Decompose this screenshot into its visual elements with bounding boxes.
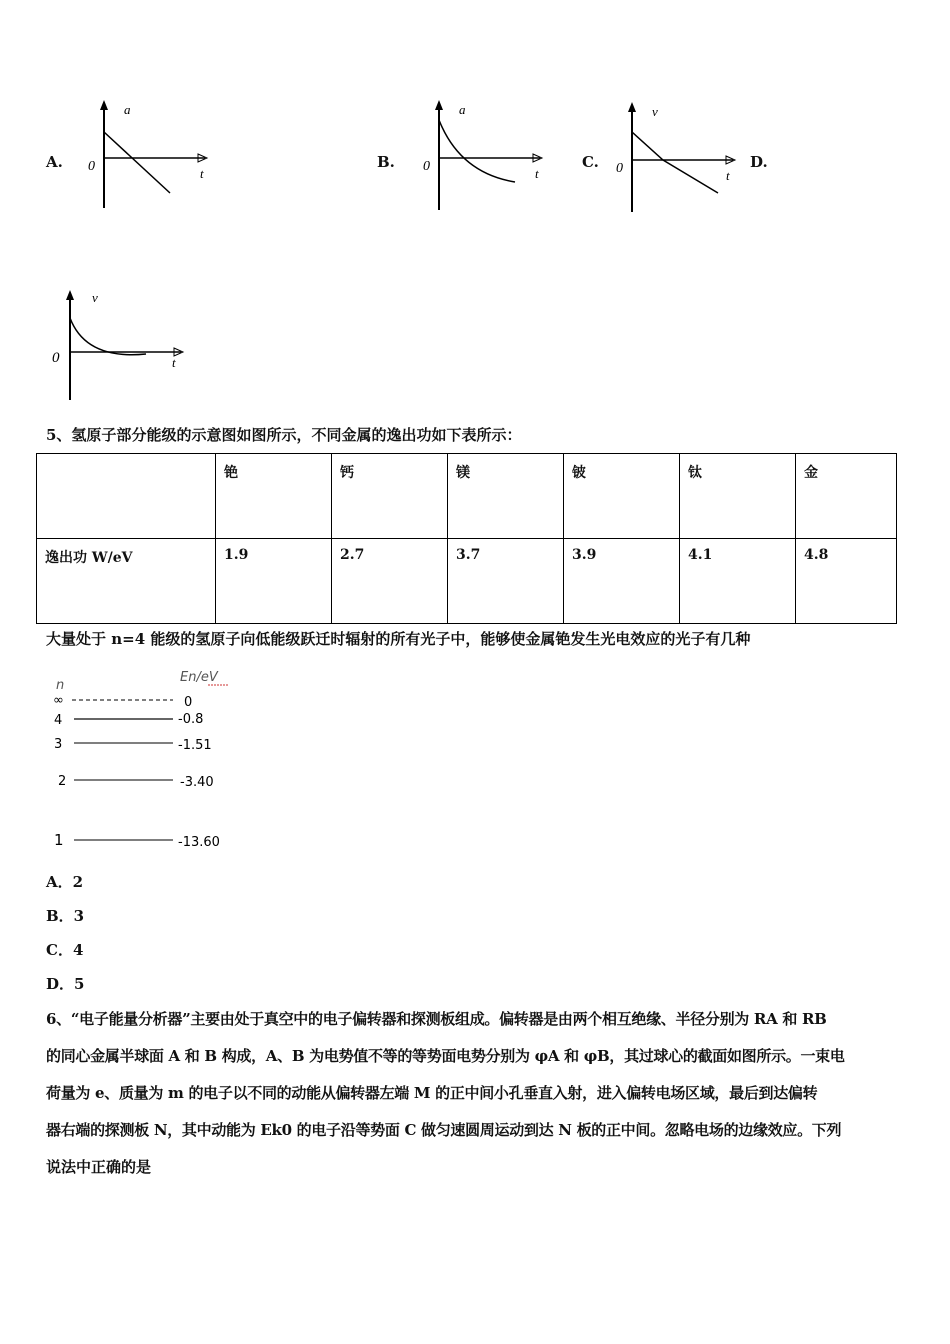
table-cell: 金: [796, 454, 897, 539]
y-axis-label: v: [92, 290, 98, 305]
level-energy: -0.8: [178, 712, 204, 727]
choice-c: C．4: [46, 941, 84, 959]
graph-d: [46, 288, 191, 403]
table-cell: 4.8: [796, 539, 897, 624]
level-n: 2: [58, 774, 67, 789]
table-cell: 2.7: [332, 539, 448, 624]
x-axis-label: t: [726, 168, 730, 183]
level-n: ∞: [53, 693, 64, 708]
y-axis-label: v: [652, 104, 658, 119]
energy-level-diagram: [48, 665, 238, 855]
origin-label: 0: [616, 161, 623, 176]
table-cell: 3.9: [564, 539, 680, 624]
work-function-table: [36, 453, 897, 624]
option-d-label: D.: [750, 153, 768, 171]
q6-line: 荷量为 e、质量为 m 的电子以不同的动能从偏转器左端 M 的正中间小孔垂直入射，进入偏转电场区域，最后到达偏转: [46, 1084, 818, 1102]
level-energy: -13.60: [178, 835, 220, 850]
option-c-label: C.: [582, 153, 599, 171]
choice-d: D．5: [46, 975, 85, 993]
table-cell: [37, 454, 216, 539]
q6-line: 的同心金属半球面 A 和 B 构成，A、B 为电势值不等的等势面电势分别为 φA 和 φB，其过球心的截面如图所示。一束电: [46, 1047, 845, 1065]
graph-b: [415, 98, 555, 213]
table-cell: 4.1: [680, 539, 796, 624]
table-cell: 3.7: [448, 539, 564, 624]
table-cell: 铯: [216, 454, 332, 539]
level-n: 4: [54, 713, 63, 728]
level-n: 1: [54, 831, 64, 849]
option-a-label: A.: [46, 153, 63, 171]
y-axis-label: a: [124, 102, 131, 117]
choice-b: B．3: [46, 907, 85, 925]
origin-label: 0: [88, 159, 95, 174]
origin-label: 0: [52, 350, 60, 366]
q5-prompt: 大量处于 n=4 能级的氢原子向低能级跃迁时辐射的所有光子中，能够使金属铯发生光电效应的光子有几种: [46, 630, 751, 648]
level-energy: 0: [184, 695, 193, 710]
level-energy: -1.51: [178, 738, 212, 753]
table-cell: 钙: [332, 454, 448, 539]
x-axis-label: t: [200, 166, 204, 181]
table-cell: 铍: [564, 454, 680, 539]
q5-question: 5、氢原子部分能级的示意图如图所示，不同金属的逸出功如下表所示：: [46, 426, 522, 444]
choice-a: A．2: [46, 873, 84, 891]
y-axis-label: a: [459, 102, 466, 117]
table-cell: 逸出功 W/eV: [37, 539, 216, 624]
q6-line: 说法中正确的是: [46, 1158, 152, 1176]
n-axis-label: n: [56, 678, 65, 693]
option-b-label: B.: [377, 153, 395, 171]
energy-axis-label: En/eV: [180, 670, 218, 685]
level-energy: -3.40: [180, 775, 214, 790]
level-n: 3: [54, 737, 63, 752]
table-cell: 1.9: [216, 539, 332, 624]
graph-c: [608, 100, 748, 215]
table-header-row: [37, 454, 897, 539]
table-row: [37, 539, 897, 624]
q6-line: 6、“电子能量分析器”主要由处于真空中的电子偏转器和探测板组成。偏转器是由两个相互绝缘、半径分别为 RA 和 RB: [46, 1010, 827, 1028]
graph-a: [80, 98, 220, 213]
q6-line: 器右端的探测板 N，其中动能为 Ek0 的电子沿等势面 C 做匀速圆周运动到达 N 板的正中间。忽略电场的边缘效应。下列: [46, 1121, 842, 1139]
table-cell: 镁: [448, 454, 564, 539]
x-axis-label: t: [535, 166, 539, 181]
table-cell: 钛: [680, 454, 796, 539]
x-axis-label: t: [172, 355, 176, 370]
origin-label: 0: [423, 159, 430, 174]
